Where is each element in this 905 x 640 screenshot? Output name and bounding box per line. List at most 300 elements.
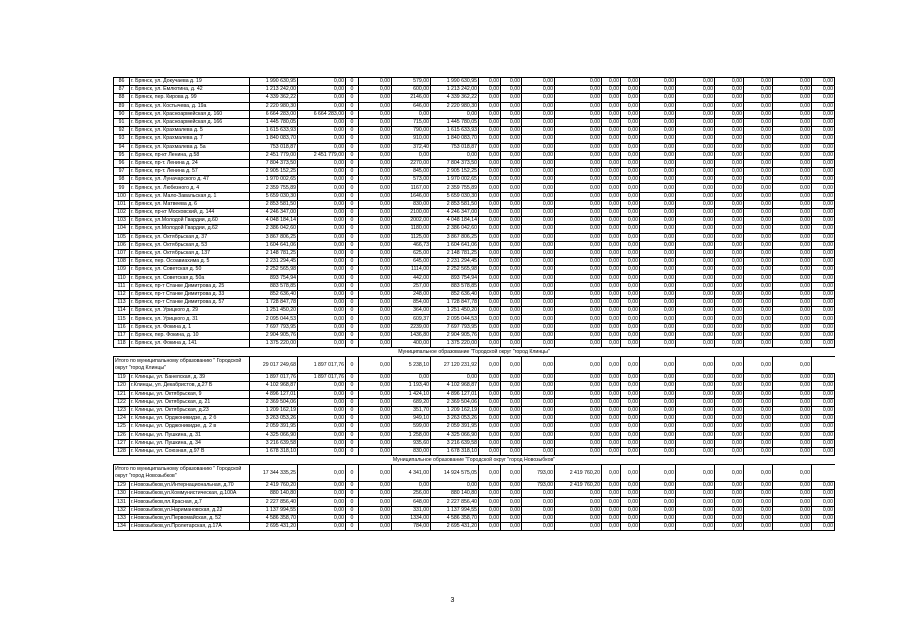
address-cell: г. Брянск, пр-т Станке Димитрова д. 33 (130, 290, 250, 298)
value-cell: 0,00 (501, 374, 522, 382)
value-cell: 0 (346, 506, 359, 514)
value-cell: 0,00 (744, 266, 773, 274)
value-cell: 0,00 (602, 168, 621, 176)
value-cell: 0,00 (555, 110, 602, 118)
value-cell: 0 (346, 390, 359, 398)
value-cell: 0,00 (602, 423, 621, 431)
value-cell: 0,00 (773, 249, 812, 257)
value-cell: 0,00 (715, 192, 744, 200)
value-cell: 1167,00 (392, 184, 431, 192)
value-cell: 0,00 (676, 315, 715, 323)
table-row (114, 299, 835, 307)
value-cell: 0,00 (501, 447, 522, 455)
value-cell: 0,00 (744, 523, 773, 531)
value-cell: 648,00 (392, 498, 431, 506)
value-cell: 784,00 (392, 523, 431, 531)
value-cell: 2 419 760,20 (555, 482, 602, 490)
row-number-cell: 121 (114, 390, 130, 398)
value-cell: 0,00 (621, 102, 640, 110)
value-cell: 0,00 (501, 102, 522, 110)
value-cell: 0,00 (479, 249, 501, 257)
value-cell: 0 (346, 398, 359, 406)
value-cell: 0,00 (744, 233, 773, 241)
value-cell: 0,00 (479, 340, 501, 348)
value-cell: 0,00 (812, 127, 835, 135)
value-cell: 2 369 504,06 (431, 398, 479, 406)
value-cell: 0,00 (501, 266, 522, 274)
value-cell: 0,00 (621, 151, 640, 159)
value-cell: 0,00 (715, 159, 744, 167)
value-cell: 0,00 (744, 447, 773, 455)
value-cell: 0,00 (298, 258, 346, 266)
value-cell: 0,00 (676, 282, 715, 290)
value-cell: 1 728 847,78 (431, 299, 479, 307)
value-cell: 0,00 (773, 415, 812, 423)
value-cell: 0,00 (479, 431, 501, 439)
value-cell: 0,00 (602, 110, 621, 118)
value-cell: 0,00 (715, 331, 744, 339)
value-cell: 893 754,94 (431, 274, 479, 282)
value-cell: 0,00 (602, 192, 621, 200)
value-cell: 0,00 (621, 168, 640, 176)
value-cell: 0,00 (392, 110, 431, 118)
value-cell: 0,00 (522, 323, 555, 331)
value-cell: 0,00 (359, 506, 392, 514)
value-cell: 0,00 (359, 258, 392, 266)
value-cell: 0,00 (298, 299, 346, 307)
value-cell: 0,00 (621, 200, 640, 208)
value-cell: 0,00 (812, 217, 835, 225)
value-cell: 0,00 (744, 390, 773, 398)
row-number-cell: 106 (114, 241, 130, 249)
value-cell: 0,00 (602, 200, 621, 208)
value-cell: 0,00 (298, 143, 346, 151)
value-cell: 0,00 (621, 299, 640, 307)
value-cell: 0,00 (501, 225, 522, 233)
value-cell: 0,00 (298, 398, 346, 406)
value-cell: 0,00 (522, 110, 555, 118)
total-cell: 0,00 (602, 357, 621, 374)
value-cell: 7 804 373,50 (431, 159, 479, 167)
value-cell: 0,00 (359, 406, 392, 414)
value-cell: 0,00 (555, 143, 602, 151)
value-cell: 0,00 (359, 168, 392, 176)
value-cell: 0,00 (522, 233, 555, 241)
value-cell: 0,00 (640, 331, 676, 339)
value-cell: 0,00 (676, 151, 715, 159)
table-row (114, 225, 835, 233)
value-cell: 248,00 (392, 290, 431, 298)
value-cell: 0,00 (479, 514, 501, 522)
value-cell: 0,00 (812, 490, 835, 498)
value-cell: 0,00 (621, 282, 640, 290)
value-cell: 646,00 (392, 102, 431, 110)
value-cell: 0,00 (744, 415, 773, 423)
value-cell: 0,00 (522, 423, 555, 431)
value-cell: 0,00 (812, 159, 835, 167)
value-cell: 0,00 (602, 331, 621, 339)
value-cell: 0,00 (501, 176, 522, 184)
value-cell: 0,00 (298, 282, 346, 290)
value-cell: 0,00 (359, 514, 392, 522)
value-cell: 2 220 980,30 (431, 102, 479, 110)
value-cell: 0,00 (640, 514, 676, 522)
value-cell: 0,00 (621, 447, 640, 455)
value-cell: 0,00 (359, 331, 392, 339)
value-cell: 3 867 806,25 (431, 233, 479, 241)
value-cell: 0,00 (602, 266, 621, 274)
value-cell: 0,00 (602, 290, 621, 298)
value-cell: 0,00 (621, 431, 640, 439)
value-cell: 0,00 (640, 233, 676, 241)
value-cell: 0,00 (640, 225, 676, 233)
value-cell: 0,00 (479, 447, 501, 455)
value-cell: 0,00 (812, 274, 835, 282)
value-cell: 0,00 (676, 398, 715, 406)
total-cell: 0,00 (621, 357, 640, 374)
value-cell: 0 (346, 315, 359, 323)
value-cell: 5 659 030,30 (250, 192, 298, 200)
row-number-cell: 120 (114, 382, 130, 390)
value-cell: 0,00 (501, 151, 522, 159)
value-cell: 364,00 (392, 307, 431, 315)
value-cell: 0,00 (676, 374, 715, 382)
value-cell: 0,00 (602, 151, 621, 159)
address-cell: г.Новозыбков,ул.Первомайская, д. 52 (130, 514, 250, 522)
value-cell: 0,00 (479, 315, 501, 323)
row-number-cell: 114 (114, 307, 130, 315)
value-cell: 0 (346, 143, 359, 151)
total-cell: 0,00 (522, 357, 555, 374)
value-cell: 400,00 (392, 340, 431, 348)
value-cell: 0,00 (744, 340, 773, 348)
value-cell: 0,00 (522, 299, 555, 307)
value-cell: 0,00 (298, 192, 346, 200)
value-cell: 0,00 (501, 423, 522, 431)
value-cell: 0,00 (773, 151, 812, 159)
value-cell: 0,00 (359, 490, 392, 498)
value-cell: 0,00 (621, 340, 640, 348)
value-cell: 0,00 (676, 299, 715, 307)
value-cell: 0 (346, 490, 359, 498)
value-cell: 0,00 (392, 482, 431, 490)
value-cell: 2 419 760,20 (250, 482, 298, 490)
total-label-cell: Итого по муниципальному образованию " Городской округ "город Новозыбков" (114, 465, 250, 482)
value-cell: 0,00 (812, 415, 835, 423)
value-cell: 0,00 (676, 249, 715, 257)
value-cell: 0,00 (298, 225, 346, 233)
row-number-cell: 112 (114, 290, 130, 298)
value-cell: 0,00 (744, 315, 773, 323)
value-cell: 4 896 127,01 (250, 390, 298, 398)
section-title: Муниципальное образование "Городской округ "город Клинцы" (114, 348, 835, 357)
total-cell: 17 344 335,25 (250, 465, 298, 482)
value-cell: 0,00 (676, 415, 715, 423)
row-number-cell: 111 (114, 282, 130, 290)
value-cell: 0,00 (555, 135, 602, 143)
value-cell: 0,00 (715, 143, 744, 151)
row-number-cell: 105 (114, 233, 130, 241)
value-cell: 0,00 (501, 307, 522, 315)
value-cell: 0,00 (501, 415, 522, 423)
value-cell: 0,00 (812, 439, 835, 447)
value-cell: 0,00 (715, 290, 744, 298)
value-cell: 0,00 (812, 225, 835, 233)
value-cell: 0,00 (773, 233, 812, 241)
value-cell: 0,00 (298, 523, 346, 531)
value-cell: 0,00 (298, 200, 346, 208)
value-cell: 0,00 (744, 94, 773, 102)
address-cell: г. Клинцы, ул. Союзная, д.97 В (130, 447, 250, 455)
address-cell: г. Брянск, ул. Фокина д. 1 (130, 323, 250, 331)
value-cell: 0,00 (501, 331, 522, 339)
value-cell: 0,00 (522, 151, 555, 159)
value-cell: 0,00 (602, 390, 621, 398)
value-cell: 0,00 (621, 266, 640, 274)
value-cell: 2239,00 (392, 323, 431, 331)
value-cell: 0,00 (812, 209, 835, 217)
value-cell: 0,00 (479, 184, 501, 192)
value-cell: 0,00 (602, 282, 621, 290)
value-cell: 0,00 (676, 506, 715, 514)
value-cell: 0,00 (812, 374, 835, 382)
value-cell: 0,00 (715, 315, 744, 323)
value-cell: 0,00 (773, 135, 812, 143)
value-cell: 0 (346, 151, 359, 159)
value-cell: 0,00 (812, 78, 835, 86)
row-number-cell: 123 (114, 406, 130, 414)
table-row (114, 118, 835, 126)
value-cell: 0,00 (744, 423, 773, 431)
value-cell: 949,10 (392, 415, 431, 423)
value-cell: 0,00 (479, 143, 501, 151)
section-header-row (114, 456, 835, 465)
value-cell: 4 339 362,22 (431, 94, 479, 102)
total-cell: 0 (346, 357, 359, 374)
value-cell: 0,00 (715, 514, 744, 522)
value-cell: 2 904 905,76 (250, 331, 298, 339)
value-cell: 880 140,80 (431, 490, 479, 498)
value-cell: 0,00 (676, 127, 715, 135)
value-cell: 0,00 (676, 382, 715, 390)
value-cell: 0,00 (621, 315, 640, 323)
value-cell: 0,00 (501, 323, 522, 331)
value-cell: 1 209 162,19 (431, 406, 479, 414)
value-cell: 0,00 (479, 118, 501, 126)
value-cell: 0,00 (501, 398, 522, 406)
value-cell: 0,00 (479, 398, 501, 406)
value-cell: 0,00 (640, 406, 676, 414)
value-cell: 0,00 (602, 258, 621, 266)
value-cell: 0,00 (715, 415, 744, 423)
value-cell: 1 137 994,55 (431, 506, 479, 514)
address-cell: г. Брянск, ул. Крахмалева д. 5 (130, 127, 250, 135)
value-cell: 0,00 (773, 184, 812, 192)
value-cell: 852 636,40 (250, 290, 298, 298)
value-cell: 910,00 (392, 135, 431, 143)
value-cell: 0,00 (602, 225, 621, 233)
value-cell: 1 251 450,20 (250, 307, 298, 315)
value-cell: 0,00 (621, 514, 640, 522)
value-cell: 0,00 (298, 340, 346, 348)
row-number-cell: 129 (114, 482, 130, 490)
value-cell: 0 (346, 127, 359, 135)
value-cell: 0,00 (298, 415, 346, 423)
value-cell: 0,00 (602, 498, 621, 506)
value-cell: 0,00 (359, 398, 392, 406)
value-cell: 0,00 (812, 340, 835, 348)
value-cell: 715,00 (392, 118, 431, 126)
total-cell: 0,00 (715, 465, 744, 482)
value-cell: 0,00 (602, 514, 621, 522)
value-cell: 0,00 (744, 398, 773, 406)
value-cell: 0,00 (715, 490, 744, 498)
row-number-cell: 133 (114, 514, 130, 522)
value-cell: 1 970 002,65 (431, 176, 479, 184)
value-cell: 0,00 (744, 514, 773, 522)
value-cell: 0,00 (715, 431, 744, 439)
value-cell: 0,00 (773, 86, 812, 94)
address-cell: г. Брянск, ул. Крахмалева д. 7 (130, 135, 250, 143)
value-cell: 0,00 (298, 184, 346, 192)
value-cell: 0 (346, 225, 359, 233)
value-cell: 0,00 (602, 135, 621, 143)
value-cell: 0,00 (555, 315, 602, 323)
table-row (114, 315, 835, 323)
value-cell: 0,00 (602, 490, 621, 498)
capital-repair-register-table (113, 77, 835, 531)
value-cell: 0,00 (621, 523, 640, 531)
total-cell: 0,00 (676, 357, 715, 374)
value-cell: 0,00 (555, 241, 602, 249)
value-cell: 4 048 184,14 (250, 217, 298, 225)
value-cell: 0,00 (522, 307, 555, 315)
address-cell: г. Брянск, ул. Октябрьская д. 37 (130, 233, 250, 241)
value-cell: 0,00 (640, 439, 676, 447)
value-cell: 0,00 (359, 439, 392, 447)
value-cell: 0 (346, 110, 359, 118)
value-cell: 0,00 (812, 315, 835, 323)
value-cell: 0,00 (602, 374, 621, 382)
value-cell: 893 754,94 (250, 274, 298, 282)
value-cell: 4 325 066,90 (250, 431, 298, 439)
row-number-cell: 127 (114, 439, 130, 447)
value-cell: 0,00 (479, 498, 501, 506)
value-cell: 0,00 (555, 398, 602, 406)
value-cell: 0,00 (640, 192, 676, 200)
value-cell: 0,00 (676, 217, 715, 225)
value-cell: 0,00 (676, 135, 715, 143)
value-cell: 0,00 (501, 200, 522, 208)
table-row (114, 331, 835, 339)
value-cell: 0,00 (676, 184, 715, 192)
value-cell: 0 (346, 523, 359, 531)
value-cell: 0,00 (602, 159, 621, 167)
value-cell: 0,00 (359, 415, 392, 423)
value-cell: 0,00 (602, 415, 621, 423)
value-cell: 7 804 373,50 (250, 159, 298, 167)
value-cell: 0,00 (602, 102, 621, 110)
value-cell: 0 (346, 118, 359, 126)
value-cell: 0,00 (812, 299, 835, 307)
address-cell: г. Брянск, пр-т Станке Димитрова д. 57 (130, 299, 250, 307)
value-cell: 0,00 (359, 382, 392, 390)
address-cell: г. Брянск, ул.Молодой Гвардии, д.62 (130, 225, 250, 233)
table-row (114, 498, 835, 506)
address-cell: г. Брянск, пер. Кирова д. 99 (130, 94, 250, 102)
value-cell: 0,00 (812, 523, 835, 531)
value-cell: 0,00 (640, 94, 676, 102)
value-cell: 0 (346, 482, 359, 490)
row-number-cell: 94 (114, 143, 130, 151)
table-row (114, 86, 835, 94)
value-cell: 0,00 (555, 406, 602, 414)
value-cell: 1 604 641,06 (431, 241, 479, 249)
value-cell: 0,00 (676, 482, 715, 490)
value-cell: 1 445 780,05 (431, 118, 479, 126)
value-cell: 0 (346, 282, 359, 290)
value-cell: 0 (346, 102, 359, 110)
address-cell: г. Клинцы, ул. Пушкина, д. 34 (130, 439, 250, 447)
value-cell: 0,00 (501, 482, 522, 490)
value-cell: 0,00 (621, 274, 640, 282)
value-cell: 0,00 (501, 209, 522, 217)
value-cell: 0,00 (501, 184, 522, 192)
value-cell: 0,00 (501, 523, 522, 531)
value-cell: 0,00 (555, 86, 602, 94)
value-cell: 0,00 (359, 143, 392, 151)
value-cell: 0,00 (812, 514, 835, 522)
value-cell: 0,00 (298, 382, 346, 390)
value-cell: 1 209 162,19 (250, 406, 298, 414)
table-row (114, 135, 835, 143)
value-cell: 0,00 (479, 200, 501, 208)
value-cell: 0,00 (744, 200, 773, 208)
value-cell: 0,00 (744, 135, 773, 143)
value-cell: 0,00 (640, 523, 676, 531)
value-cell: 1 375 220,00 (250, 340, 298, 348)
value-cell: 0 (346, 78, 359, 86)
value-cell: 4 586 358,70 (431, 514, 479, 522)
value-cell: 0,00 (621, 390, 640, 398)
row-number-cell: 134 (114, 523, 130, 531)
value-cell: 0,00 (621, 78, 640, 86)
value-cell: 0,00 (715, 439, 744, 447)
value-cell: 0,00 (744, 102, 773, 110)
address-cell: г. Брянск, ул. Докучаева д. 19 (130, 78, 250, 86)
value-cell: 0,00 (621, 192, 640, 200)
value-cell: 0,00 (812, 331, 835, 339)
value-cell: 0,00 (812, 200, 835, 208)
value-cell: 2 359 755,89 (431, 184, 479, 192)
value-cell: 0,00 (621, 423, 640, 431)
value-cell: 0,00 (298, 423, 346, 431)
value-cell: 0,00 (479, 490, 501, 498)
value-cell: 0,00 (621, 249, 640, 257)
value-cell: 0,00 (640, 159, 676, 167)
table-row (114, 78, 835, 86)
total-cell: 793,00 (522, 465, 555, 482)
value-cell: 0,00 (715, 200, 744, 208)
value-cell: 0,00 (555, 118, 602, 126)
value-cell: 0,00 (602, 143, 621, 151)
value-cell: 0,00 (555, 390, 602, 398)
value-cell: 0,00 (555, 274, 602, 282)
value-cell: 0,00 (621, 406, 640, 414)
value-cell: 0,00 (501, 439, 522, 447)
value-cell: 0,00 (359, 135, 392, 143)
value-cell: 0,00 (522, 431, 555, 439)
